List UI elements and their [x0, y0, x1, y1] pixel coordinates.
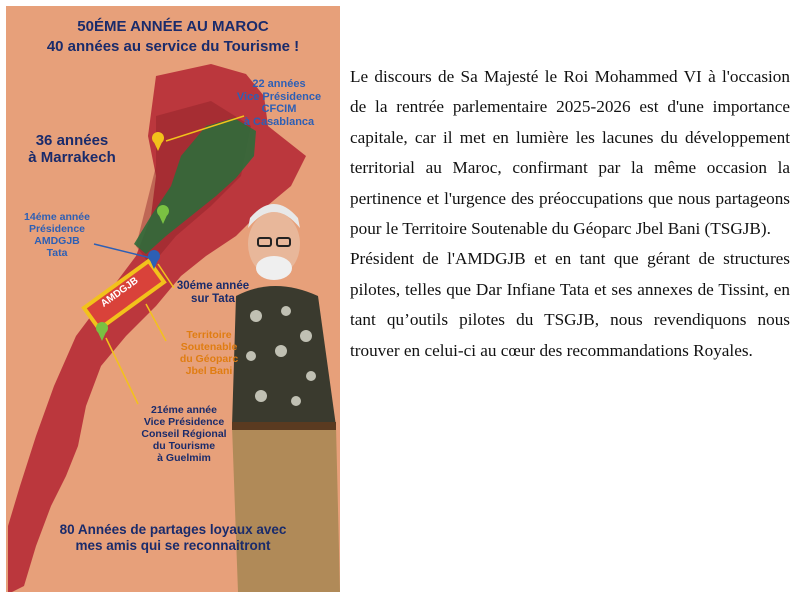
- article-paragraph: Le discours de Sa Majesté le Roi Mohammed VI à l'occasion de la rentrée parlementaire 2025-2026 est d'une importance capitale, car il met en lumière les lacunes du développement territorial au Maroc, confirmant par la même occasion la pertinence et l'urgence des préoccupations que nous partageons pour le Territoire Soutenable du Géoparc Jbel Bani (TSGJB).: [350, 67, 790, 239]
- label-line: Soutenable: [180, 341, 238, 354]
- label-line: Conseil Régional: [141, 428, 227, 441]
- poster-image: [6, 6, 340, 592]
- label-tata-30: [168, 280, 258, 306]
- poster-bottom-caption: [6, 522, 340, 553]
- label-line: à Casablanca: [243, 115, 315, 128]
- pointer-line: [146, 304, 166, 341]
- label-line: sur Tata: [191, 293, 235, 306]
- article-paragraph: Président de l'AMDGJB et en tant que gérant de structures pilotes, telles que Dar Infiane Tata et ses annexes de Tissint, en tant qu’outils pilotes du TSGJB, nous revendiquons nous trouver en celui-ci au cœur des recommandations Royales.: [350, 249, 790, 360]
- article-text: [350, 62, 790, 366]
- label-line: Présidence: [28, 223, 86, 236]
- label-line: CFCIM: [261, 103, 297, 116]
- label-line: Vice Présidence: [143, 416, 225, 429]
- label-line: à Marrakech: [28, 149, 116, 167]
- pointer-line: [106, 338, 138, 404]
- label-line: Territoire: [186, 329, 232, 341]
- label-guelmim: [124, 404, 244, 464]
- caption-line: 80 Années de partages loyaux avec: [59, 522, 287, 537]
- label-line: Jbel Bani: [185, 365, 233, 378]
- label-line: 14éme année: [24, 211, 90, 223]
- label-territoire: [164, 329, 254, 377]
- label-line: à Guelmim: [157, 452, 211, 465]
- label-line: 21éme année: [151, 404, 217, 416]
- label-line: 30éme année: [176, 280, 250, 292]
- caption-line: mes amis qui se reconnaitront: [75, 537, 271, 553]
- label-casablanca: [224, 78, 334, 129]
- label-line: du Tourisme: [152, 440, 216, 453]
- label-line: Vice Présidence: [236, 90, 322, 103]
- label-line: du Géoparc: [179, 353, 239, 366]
- poster-title-line2: 40 années au service du Tourisme !: [46, 38, 300, 55]
- label-line: Tata: [46, 247, 68, 260]
- label-marrakech: [12, 132, 132, 167]
- amdgjb-box-label: AMDGJB: [98, 275, 141, 310]
- label-line: 36 années: [35, 132, 109, 149]
- poster-title-line1: 50ÉME ANNÉE AU MAROC: [77, 18, 269, 35]
- label-tata-presidence: [12, 211, 102, 259]
- label-line: 22 années: [252, 78, 306, 90]
- label-line: AMDGJB: [34, 235, 80, 248]
